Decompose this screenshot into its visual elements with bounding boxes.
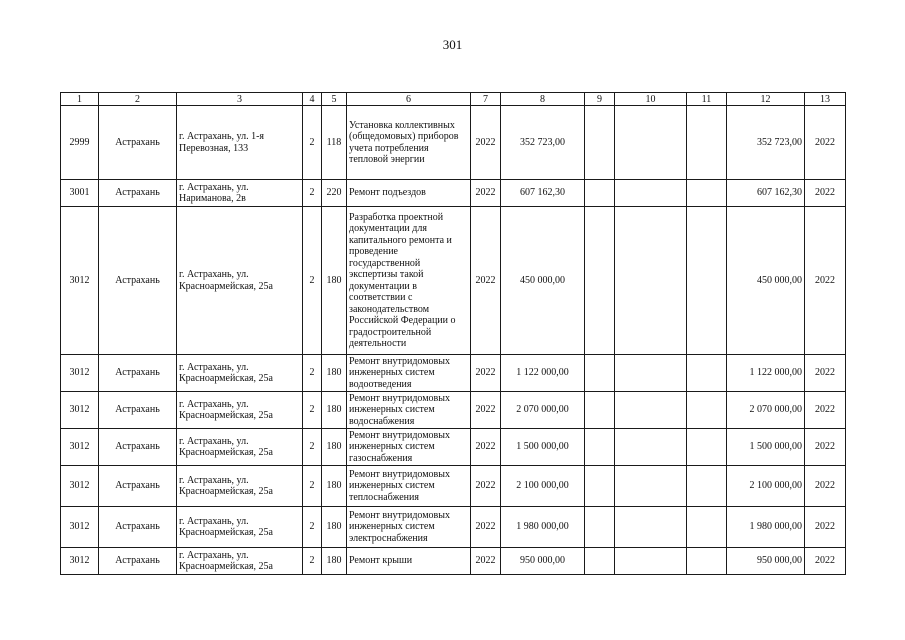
cell-col-4: 2 xyxy=(303,207,322,355)
cell-col-11 xyxy=(687,548,727,575)
cell-col-9 xyxy=(585,466,615,507)
cell-col-2: Астрахань xyxy=(99,507,177,548)
cell-col-9 xyxy=(585,207,615,355)
cell-col-7: 2022 xyxy=(471,429,501,466)
cell-col-13: 2022 xyxy=(805,507,846,548)
cell-col-8: 352 723,00 xyxy=(501,106,585,180)
table-row xyxy=(61,106,846,180)
cell-col-8: 1 500 000,00 xyxy=(501,429,585,466)
cell-col-5: 118 xyxy=(322,106,347,180)
cell-col-7: 2022 xyxy=(471,180,501,207)
cell-col-5: 180 xyxy=(322,355,347,392)
table-row xyxy=(61,507,846,548)
col-header-2: 2 xyxy=(99,93,177,106)
cell-col-9 xyxy=(585,392,615,429)
cell-col-5: 180 xyxy=(322,466,347,507)
cell-col-12: 1 122 000,00 xyxy=(727,355,805,392)
cell-col-10 xyxy=(615,429,687,466)
cell-col-1: 3012 xyxy=(61,392,99,429)
cell-col-3: г. Астрахань, ул. Красноармейская, 25а xyxy=(177,466,303,507)
cell-col-13: 2022 xyxy=(805,429,846,466)
cell-col-13: 2022 xyxy=(805,466,846,507)
cell-col-7: 2022 xyxy=(471,355,501,392)
cell-col-9 xyxy=(585,355,615,392)
cell-col-9 xyxy=(585,180,615,207)
cell-col-3: г. Астрахань, ул. Красноармейская, 25а xyxy=(177,548,303,575)
cell-col-6: Ремонт крыши xyxy=(347,548,471,575)
cell-col-7: 2022 xyxy=(471,507,501,548)
cell-col-5: 180 xyxy=(322,507,347,548)
cell-col-4: 2 xyxy=(303,106,322,180)
cell-col-1: 3012 xyxy=(61,548,99,575)
cell-col-12: 2 070 000,00 xyxy=(727,392,805,429)
cell-col-7: 2022 xyxy=(471,466,501,507)
cell-col-2: Астрахань xyxy=(99,180,177,207)
cell-col-3: г. Астрахань, ул. Красноармейская, 25а xyxy=(177,507,303,548)
cell-col-5: 180 xyxy=(322,207,347,355)
col-header-4: 4 xyxy=(303,93,322,106)
cell-col-2: Астрахань xyxy=(99,548,177,575)
cell-col-6: Установка коллективных (общедомовых) приборов учета потребления тепловой энергии xyxy=(347,106,471,180)
cell-col-1: 3001 xyxy=(61,180,99,207)
cell-col-7: 2022 xyxy=(471,106,501,180)
cell-col-3: г. Астрахань, ул. Нариманова, 2в xyxy=(177,180,303,207)
cell-col-6: Ремонт подъездов xyxy=(347,180,471,207)
cell-col-6: Разработка проектной документации для капитального ремонта и проведение государственной экспертизы такой документации в соответствии с законодательством Российской Федерации о градостроительной деятельности xyxy=(347,207,471,355)
cell-col-12: 352 723,00 xyxy=(727,106,805,180)
cell-col-12: 2 100 000,00 xyxy=(727,466,805,507)
cell-col-9 xyxy=(585,106,615,180)
cell-col-6: Ремонт внутридомовых инженерных систем теплоснабжения xyxy=(347,466,471,507)
cell-col-3: г. Астрахань, ул. Красноармейская, 25а xyxy=(177,207,303,355)
cell-col-2: Астрахань xyxy=(99,207,177,355)
cell-col-5: 180 xyxy=(322,548,347,575)
col-header-8: 8 xyxy=(501,93,585,106)
cell-col-6: Ремонт внутридомовых инженерных систем газоснабжения xyxy=(347,429,471,466)
cell-col-4: 2 xyxy=(303,429,322,466)
cell-col-4: 2 xyxy=(303,180,322,207)
cell-col-5: 220 xyxy=(322,180,347,207)
cell-col-3: г. Астрахань, ул. Красноармейская, 25а xyxy=(177,355,303,392)
cell-col-13: 2022 xyxy=(805,180,846,207)
cell-col-1: 3012 xyxy=(61,429,99,466)
cell-col-11 xyxy=(687,207,727,355)
cell-col-6: Ремонт внутридомовых инженерных систем водоснабжения xyxy=(347,392,471,429)
cell-col-6: Ремонт внутридомовых инженерных систем водоотведения xyxy=(347,355,471,392)
col-header-9: 9 xyxy=(585,93,615,106)
cell-col-13: 2022 xyxy=(805,392,846,429)
cell-col-10 xyxy=(615,106,687,180)
cell-col-1: 3012 xyxy=(61,466,99,507)
table-row xyxy=(61,392,846,429)
table-row xyxy=(61,207,846,355)
cell-col-8: 450 000,00 xyxy=(501,207,585,355)
cell-col-13: 2022 xyxy=(805,106,846,180)
cell-col-13: 2022 xyxy=(805,355,846,392)
cell-col-7: 2022 xyxy=(471,207,501,355)
cell-col-4: 2 xyxy=(303,355,322,392)
cell-col-11 xyxy=(687,507,727,548)
cell-col-13: 2022 xyxy=(805,548,846,575)
cell-col-10 xyxy=(615,466,687,507)
col-header-6: 6 xyxy=(347,93,471,106)
capital-repair-table xyxy=(60,92,846,575)
cell-col-10 xyxy=(615,507,687,548)
cell-col-11 xyxy=(687,106,727,180)
cell-col-8: 950 000,00 xyxy=(501,548,585,575)
cell-col-8: 1 980 000,00 xyxy=(501,507,585,548)
cell-col-10 xyxy=(615,207,687,355)
cell-col-12: 450 000,00 xyxy=(727,207,805,355)
cell-col-11 xyxy=(687,180,727,207)
col-header-12: 12 xyxy=(727,93,805,106)
cell-col-11 xyxy=(687,355,727,392)
col-header-7: 7 xyxy=(471,93,501,106)
cell-col-11 xyxy=(687,392,727,429)
cell-col-4: 2 xyxy=(303,548,322,575)
table-row xyxy=(61,429,846,466)
cell-col-8: 1 122 000,00 xyxy=(501,355,585,392)
cell-col-7: 2022 xyxy=(471,392,501,429)
cell-col-2: Астрахань xyxy=(99,106,177,180)
cell-col-2: Астрахань xyxy=(99,466,177,507)
cell-col-6: Ремонт внутридомовых инженерных систем электроснабжения xyxy=(347,507,471,548)
page-number: 301 xyxy=(442,37,463,52)
cell-col-2: Астрахань xyxy=(99,355,177,392)
cell-col-1: 2999 xyxy=(61,106,99,180)
col-header-3: 3 xyxy=(177,93,303,106)
col-header-13: 13 xyxy=(805,93,846,106)
cell-col-10 xyxy=(615,180,687,207)
cell-col-11 xyxy=(687,466,727,507)
col-header-1: 1 xyxy=(61,93,99,106)
cell-col-3: г. Астрахань, ул. Красноармейская, 25а xyxy=(177,429,303,466)
cell-col-9 xyxy=(585,548,615,575)
cell-col-12: 607 162,30 xyxy=(727,180,805,207)
cell-col-5: 180 xyxy=(322,392,347,429)
cell-col-1: 3012 xyxy=(61,507,99,548)
cell-col-4: 2 xyxy=(303,392,322,429)
cell-col-8: 2 100 000,00 xyxy=(501,466,585,507)
cell-col-4: 2 xyxy=(303,466,322,507)
cell-col-10 xyxy=(615,392,687,429)
cell-col-1: 3012 xyxy=(61,207,99,355)
cell-col-3: г. Астрахань, ул. 1-я Перевозная, 133 xyxy=(177,106,303,180)
cell-col-2: Астрахань xyxy=(99,429,177,466)
cell-col-5: 180 xyxy=(322,429,347,466)
table-row xyxy=(61,466,846,507)
cell-col-2: Астрахань xyxy=(99,392,177,429)
col-header-10: 10 xyxy=(615,93,687,106)
cell-col-13: 2022 xyxy=(805,207,846,355)
table-row xyxy=(61,355,846,392)
cell-col-4: 2 xyxy=(303,507,322,548)
cell-col-8: 2 070 000,00 xyxy=(501,392,585,429)
cell-col-12: 950 000,00 xyxy=(727,548,805,575)
cell-col-1: 3012 xyxy=(61,355,99,392)
cell-col-9 xyxy=(585,429,615,466)
table-row xyxy=(61,180,846,207)
cell-col-10 xyxy=(615,548,687,575)
cell-col-12: 1 980 000,00 xyxy=(727,507,805,548)
col-header-11: 11 xyxy=(687,93,727,106)
cell-col-11 xyxy=(687,429,727,466)
header-row xyxy=(61,93,846,106)
cell-col-3: г. Астрахань, ул. Красноармейская, 25а xyxy=(177,392,303,429)
cell-col-12: 1 500 000,00 xyxy=(727,429,805,466)
cell-col-9 xyxy=(585,507,615,548)
cell-col-10 xyxy=(615,355,687,392)
table-row xyxy=(61,548,846,575)
col-header-5: 5 xyxy=(322,93,347,106)
cell-col-7: 2022 xyxy=(471,548,501,575)
cell-col-8: 607 162,30 xyxy=(501,180,585,207)
